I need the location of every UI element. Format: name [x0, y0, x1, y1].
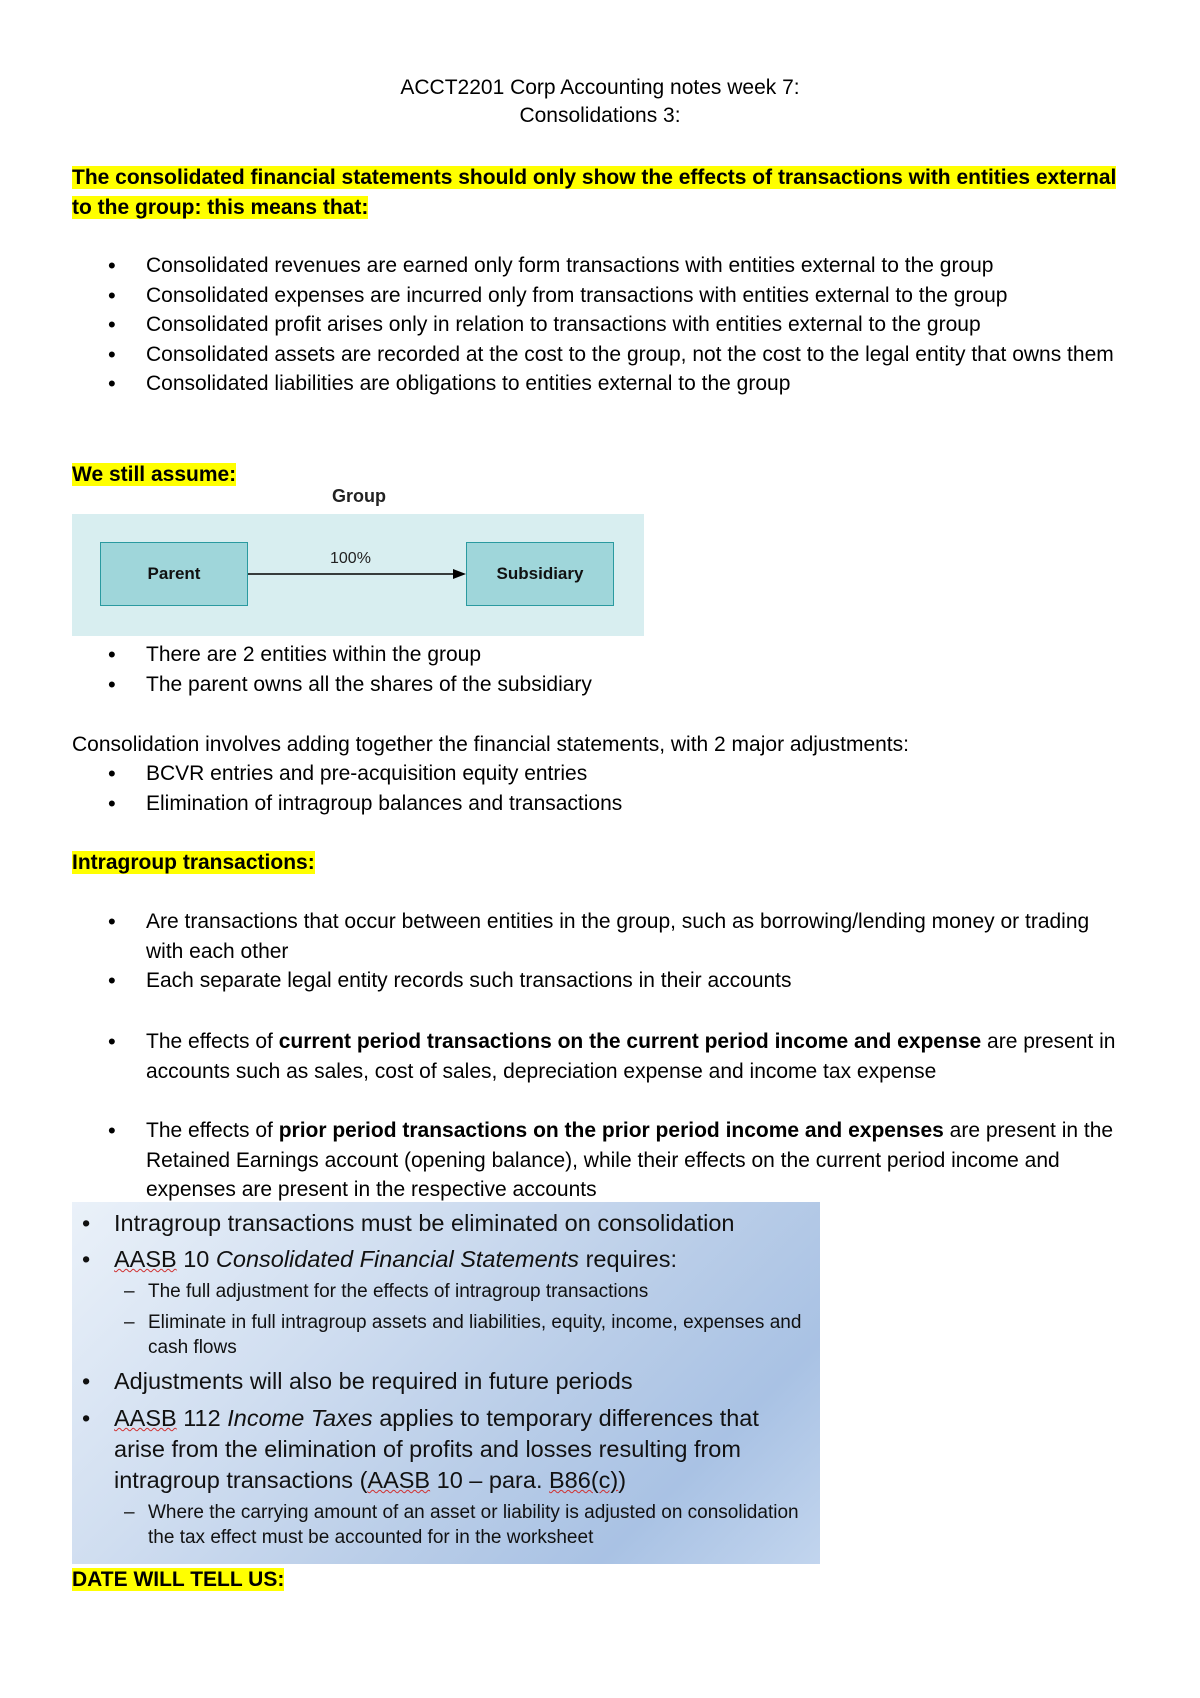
title-line-2: Consolidations 3: [519, 104, 681, 127]
group-label: Group [332, 486, 386, 506]
lecture-slide-image [72, 1202, 820, 1564]
slide-sub-bullet: – Eliminate in full intragroup assets and liabilities, equity, income, expenses and cash flows [72, 1310, 812, 1360]
slide-bullet: • Adjustments will also be required in future periods [72, 1366, 812, 1397]
slide-sub-bullet: – The full adjustment for the effects of intragroup transactions [72, 1279, 812, 1304]
current-effects-prefix: The effects of [146, 1030, 279, 1053]
list-item: • The parent owns all the shares of the subsidiary [72, 670, 1132, 700]
prior-effects-prefix: The effects of [146, 1119, 279, 1142]
title-line-1: ACCT2201 Corp Accounting notes week 7: [400, 76, 800, 99]
list-item: • Each separate legal entity records such transactions in their accounts [72, 966, 1132, 996]
slide-sub-bullet: – Where the carrying amount of an asset or liability is adjusted on consolidation the tax effect must be accounted for in the worksheet [72, 1500, 812, 1550]
list-item: • Consolidated expenses are incurred only from transactions with entities external to the group [72, 281, 1132, 311]
standard-title: Consolidated Financial Statements [215, 1246, 580, 1272]
list-item: • Consolidated assets are recorded at the cost to the group, not the cost to the legal entity that owns them [72, 340, 1132, 370]
ownership-arrow [72, 514, 644, 636]
intragroup-heading-text: Intragroup transactions: [72, 851, 315, 874]
parent-box: Parent [100, 542, 248, 606]
aasb-ref: AASB [367, 1467, 431, 1493]
list-item [72, 1116, 1132, 1205]
aasb-ref: AASB [114, 1246, 177, 1272]
date-heading-text: DATE WILL TELL US: [72, 1568, 285, 1591]
list-item [72, 1027, 1132, 1086]
list-item: • Elimination of intragroup balances and transactions [72, 789, 1132, 819]
list-item: • Consolidated revenues are earned only form transactions with entities external to the group [72, 251, 1132, 281]
group-diagram [72, 514, 644, 636]
slide-text: requires: [579, 1246, 678, 1272]
intro-statement [72, 163, 1142, 223]
intro-bullet-list [72, 251, 1132, 399]
standard-title: Income Taxes [227, 1405, 373, 1431]
list-item: • Consolidated liabilities are obligations to entities external to the group [72, 369, 1132, 399]
consolidation-text: Consolidation involves adding together the financial statements, with 2 major adjustments: [72, 733, 909, 756]
slide-text: 10 – para. [430, 1467, 549, 1493]
assume-heading-text: We still assume: [72, 463, 237, 486]
slide-text: ) [618, 1467, 627, 1493]
list-item: • Are transactions that occur between entities in the group, such as borrowing/lending money or trading with each other [72, 907, 1132, 966]
prior-effects-suffix: are present in the Retained Earnings account (opening balance), while their effects on the current period income and expenses are present in the respective accounts [146, 1119, 1114, 1201]
slide-bullet [72, 1403, 812, 1496]
assume-heading [72, 461, 236, 489]
intragroup-heading [72, 849, 315, 877]
list-item: • Consolidated profit arises only in relation to transactions with entities external to the group [72, 310, 1132, 340]
prior-effects-list [72, 1116, 1132, 1205]
aasb-number: 10 [176, 1246, 216, 1272]
list-item: • BCVR entries and pre-acquisition equity entries [72, 759, 1132, 789]
slide-bullet: • Intragroup transactions must be eliminated on consolidation [72, 1208, 812, 1239]
consolidation-bullet-list [72, 759, 1132, 818]
ownership-label: 100% [330, 550, 371, 567]
slide-bullet [72, 1244, 812, 1275]
current-effects-suffix: are present in accounts such as sales, cost of sales, depreciation expense and income tax expense [146, 1030, 1116, 1083]
aasb-number: 112 [176, 1405, 228, 1431]
intro-highlight: The consolidated financial statements should only show the effects of transactions with entities external to the group: this means that: [72, 166, 1117, 219]
slide-bullet-list [72, 1208, 812, 1550]
prior-effects-bold: prior period transactions on the prior period income and expenses [278, 1119, 944, 1142]
para-ref: B86(c) [549, 1467, 619, 1493]
list-item: • There are 2 entities within the group [72, 640, 1132, 670]
aasb-ref: AASB [114, 1405, 177, 1431]
intragroup-bullet-list [72, 907, 1132, 996]
subsidiary-box: Subsidiary [466, 542, 614, 606]
assume-bullet-list [72, 640, 1132, 699]
current-effects-bold: current period transactions on the current period income and expense [278, 1030, 982, 1053]
current-effects-list [72, 1027, 1132, 1086]
date-heading [72, 1566, 284, 1594]
slide-text: applies to temporary differences that arise from the elimination of profits and losses resulting from intragroup transactions ( [114, 1405, 759, 1493]
